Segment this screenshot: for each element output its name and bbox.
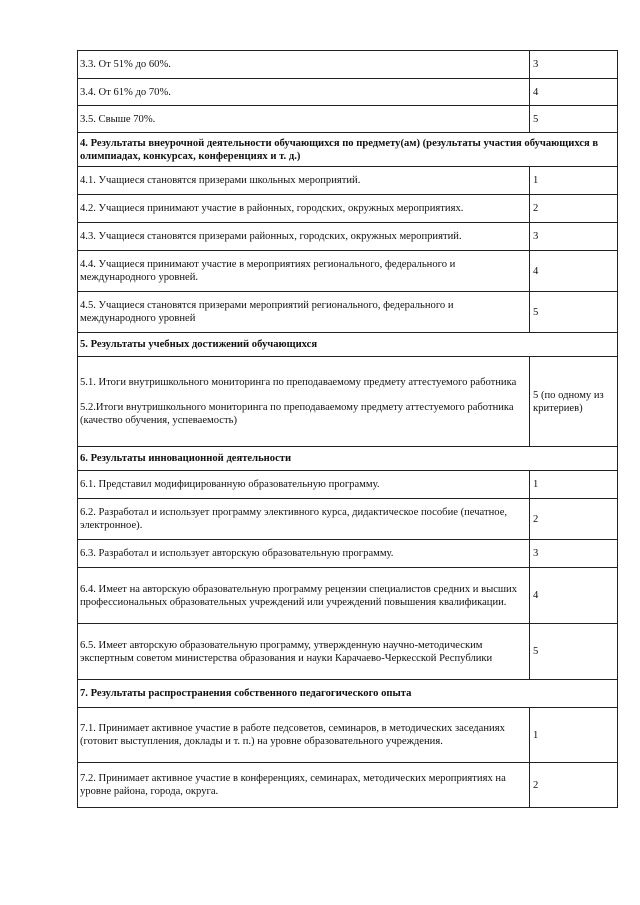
criterion-text: 4.2. Учащиеся принимают участие в районных, городских, окружных мероприятиях. (78, 195, 530, 223)
section-title: 6. Результаты инновационной деятельности (78, 447, 618, 471)
table-row (78, 471, 618, 499)
criterion-text: 6.2. Разработал и использует программу элективного курса, дидактическое пособие (печатное, электронное). (78, 499, 530, 540)
criterion-text: 7.1. Принимает активное участие в работе педсоветов, семинаров, в методических заседаниях (готовит выступления, доклады и т. п.) на уровне образовательного учреждения. (78, 708, 530, 763)
criterion-score: 2 (530, 195, 618, 223)
criterion-text: 3.4. От 61% до 70%. (78, 79, 530, 106)
criterion-text: 6.3. Разработал и использует авторскую образовательную программу. (78, 540, 530, 568)
table-row (78, 540, 618, 568)
criterion-text: 6.5. Имеет авторскую образовательную программу, утвержденную научно-методическим экспертным советом министерства образования и науки Карачаево-Черкесской Республики (78, 624, 530, 680)
criteria-table (77, 50, 618, 808)
section-header-row (78, 333, 618, 357)
criterion-score: 2 (530, 499, 618, 540)
table-row (78, 106, 618, 133)
section-header-row (78, 680, 618, 708)
criterion-text: 3.3. От 51% до 60%. (78, 51, 530, 79)
criterion-score: 4 (530, 251, 618, 292)
criterion-text: 4.4. Учащиеся принимают участие в мероприятиях регионального, федерального и международного уровней. (78, 251, 530, 292)
criterion-score: 4 (530, 79, 618, 106)
criterion-text-part: 5.2.Итоги внутришкольного мониторинга по преподаваемому предмету аттестуемого работника (качество обучения, успеваемость) (80, 402, 514, 426)
section-title: 4. Результаты внеурочной деятельности обучающихся по предмету(ам) (результаты участия обучающихся в олимпиадах, конкурсах, конференциях и т. д.) (78, 133, 618, 167)
section-header-row (78, 447, 618, 471)
criterion-score: 5 (530, 106, 618, 133)
criterion-text (78, 357, 530, 447)
table-row (78, 499, 618, 540)
section-header-row (78, 133, 618, 167)
table-row (78, 568, 618, 624)
criterion-score: 3 (530, 540, 618, 568)
criterion-text-part: 5.1. Итоги внутришкольного мониторинга по преподаваемому предмету аттестуемого работника (80, 377, 517, 388)
criterion-score: 2 (530, 763, 618, 808)
table-row (78, 167, 618, 195)
criterion-score: 1 (530, 167, 618, 195)
criterion-score: 5 (530, 624, 618, 680)
criterion-text: 7.2. Принимает активное участие в конференциях, семинарах, методических мероприятиях на уровне района, города, округа. (78, 763, 530, 808)
table-row (78, 195, 618, 223)
criterion-text: 3.5. Свыше 70%. (78, 106, 530, 133)
table-row (78, 223, 618, 251)
table-row (78, 51, 618, 79)
table-row (78, 763, 618, 808)
criterion-score: 5 (530, 292, 618, 333)
criterion-score: 1 (530, 708, 618, 763)
criterion-text: 4.5. Учащиеся становятся призерами мероприятий регионального, федерального и международного уровней (78, 292, 530, 333)
section-title: 7. Результаты распространения собственного педагогического опыта (78, 680, 618, 708)
criterion-text: 6.1. Представил модифицированную образовательную программу. (78, 471, 530, 499)
table-row (78, 357, 618, 447)
criterion-score: 3 (530, 223, 618, 251)
criterion-score: 1 (530, 471, 618, 499)
table-row (78, 708, 618, 763)
table-row (78, 251, 618, 292)
table-row (78, 292, 618, 333)
criterion-text: 4.3. Учащиеся становятся призерами районных, городских, окружных мероприятий. (78, 223, 530, 251)
criterion-text: 4.1. Учащиеся становятся призерами школьных мероприятий. (78, 167, 530, 195)
criterion-score: 4 (530, 568, 618, 624)
section-title: 5. Результаты учебных достижений обучающихся (78, 333, 618, 357)
criterion-score: 5 (по одному из критериев) (530, 357, 618, 447)
criterion-score: 3 (530, 51, 618, 79)
table-row (78, 79, 618, 106)
criterion-text: 6.4. Имеет на авторскую образовательную программу рецензии специалистов средних и высших профессиональных образовательных учреждений или учреждений повышения квалификации. (78, 568, 530, 624)
table-row (78, 624, 618, 680)
